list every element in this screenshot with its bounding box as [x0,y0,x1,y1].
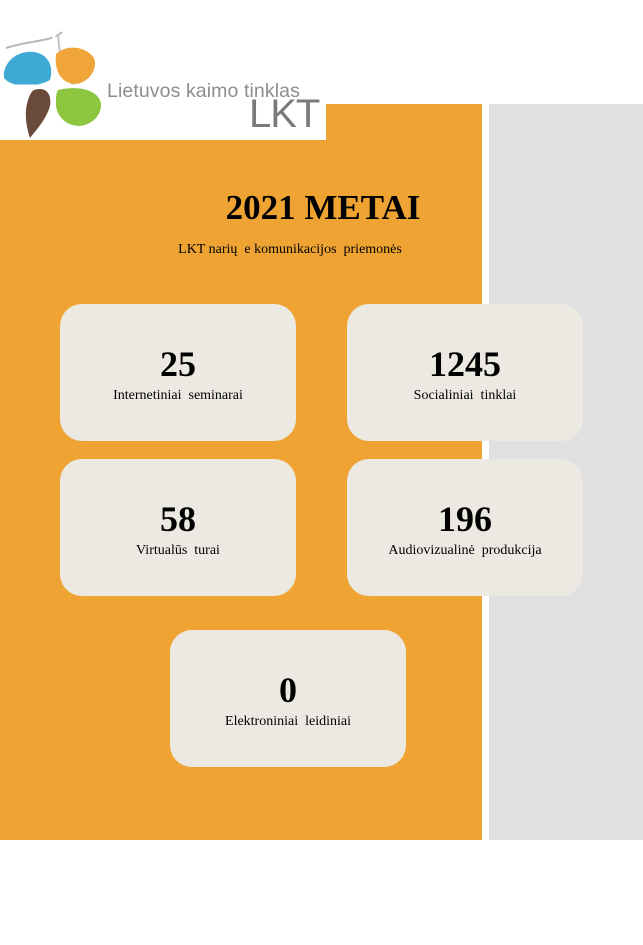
logo-abbreviation: LKT [249,92,320,136]
stat-value: 0 [279,670,297,710]
stat-card-virtual-tours [60,459,296,596]
stat-label: Elektroniniai leidiniai [225,714,351,729]
stat-card-webinars [60,304,296,441]
stat-value: 58 [160,499,196,539]
stat-card-social-networks [347,304,583,441]
page-title: 2021 METAI [225,188,421,227]
lkt-logo [0,30,326,140]
lkt-logo-emblem-icon [0,30,110,140]
stat-value: 1245 [429,344,501,384]
stat-value: 196 [438,499,492,539]
page-subtitle: LKT narių e komunikacijos priemonės [178,242,402,257]
stat-label: Internetiniai seminarai [113,388,243,403]
stat-label: Socialiniai tinklai [413,388,517,403]
stat-card-audiovisual [347,459,583,596]
stat-label: Audiovizualinė produkcija [388,543,542,558]
logo-title: Lietuvos kaimo tinklas [107,80,300,102]
stat-label: Virtualūs turai [136,543,220,558]
stat-card-e-publications [170,630,406,767]
stat-value: 25 [160,344,196,384]
